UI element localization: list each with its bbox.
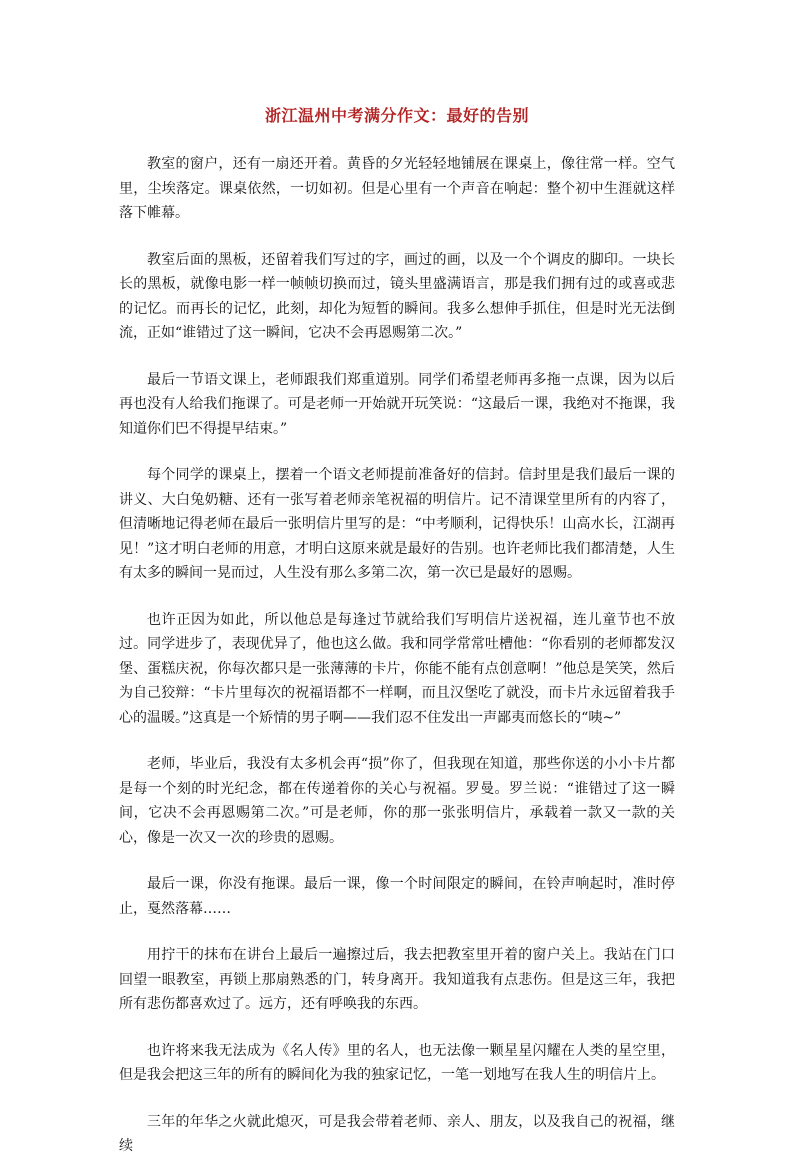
spacer	[119, 1088, 675, 1110]
spacer	[119, 128, 675, 152]
spacer	[119, 441, 675, 463]
spacer	[119, 226, 675, 248]
paragraph: 最后一课，你没有拖课。最后一课，像一个时间限定的瞬间，在铃声响起时，准时停止，戛然落幕……	[119, 876, 675, 917]
paragraph: 也许正因为如此，所以他总是每逢过节就给我们写明信片送祝福，连儿童节也不放过。同学进步了，表现优异了，他也这么做。我和同学常常吐槽他：“你看别的老师都发汉堡、蛋糕庆祝，你每次都只是一张薄薄的卡片，你能不能有点创意啊！”他总是笑笑，然后为自己狡辩：“卡片里每次的祝福语都不一样啊，而且汉堡吃了就没，而卡片永远留着我手心的温暖。”这真是一个矫情的男子啊——我们忍不住发出一声鄙夷而悠长的“咦~”	[119, 611, 675, 726]
paragraph: 三年的年华之火就此熄灭，可是我会带着老师、亲人、朋友，以及我自己的祝福，继续	[119, 1113, 675, 1154]
paragraph: 教室的窗户，还有一扇还开着。黄昏的夕光轻轻地铺展在课桌上，像往常一样。空气里，尘埃落定。课桌依然，一切如初。但是心里有一个声音在响起：整个初中生涯就这样落下帷幕。	[119, 156, 675, 221]
paragraph: 用拧干的抹布在讲台上最后一遍擦过后，我去把教室里开着的窗户关上。我站在门口回望一眼教室，再锁上那扇熟悉的门，转身离开。我知道我有点悲伤。但是这三年，我把所有悲伤都喜欢过了。远方，还有呼唤我的东西。	[119, 947, 675, 1012]
document-page	[119, 104, 675, 1159]
paragraph: 每个同学的课桌上，摆着一个语文老师提前准备好的信封。信封里是我们最后一课的讲义、大白兔奶糖、还有一张写着老师亲笔祝福的明信片。记不清课堂里所有的内容了，但清晰地记得老师在最后一张明信片里写的是：“中考顺利，记得快乐！山高水长，江湖再见！”这才明白老师的用意，才明白这原来就是最好的告别。也许老师比我们都清楚，人生有太多的瞬间一晃而过，人生没有那么多第二次，第一次已是最好的恩赐。	[119, 467, 675, 581]
spacer	[119, 850, 675, 872]
spacer	[119, 921, 675, 943]
paragraph: 也许将来我无法成为《名人传》里的名人，也无法像一颗星星闪耀在人类的星空里，但是我会把这三年的所有的瞬间化为我的独家记忆，一笔一划地写在我人生的明信片上。	[119, 1042, 675, 1083]
paragraph: 最后一节语文课上，老师跟我们郑重道别。同学们希望老师再多拖一点课，因为以后再也没有人给我们拖课了。可是老师一开始就开玩笑说：“这最后一课，我绝对不拖课，我知道你们巴不得提早结束。”	[119, 371, 675, 437]
document-title: 浙江温州中考满分作文：最好的告别	[264, 106, 529, 125]
spacer	[119, 346, 675, 368]
spacer	[119, 1017, 675, 1039]
paragraph: 教室后面的黑板，还留着我们写过的字，画过的画，以及一个个调皮的脚印。一块长长的黑板，就像电影一样一帧帧切换而过，镜头里盛满语言，那是我们拥有过的或喜或悲的记忆。而再长的记忆，此刻，却化为短暂的瞬间。我多么想伸手抓住，但是时光无法倒流，正如“谁错过了这一瞬间，它决不会再恩赐第二次。”	[119, 251, 675, 341]
paragraph: 老师，毕业后，我没有太多机会再“损”你了，但我现在知道，那些你送的小小卡片都是每一个刻的时光纪念，都在传递着你的关心与祝福。罗曼。罗兰说：“谁错过了这一瞬间，它决不会再恩赐第二次。”可是老师，你的那一张张明信片，承载着一款又一款的关心，像是一次又一次的珍贵的恩赐。	[119, 756, 675, 846]
spacer	[119, 586, 675, 608]
spacer	[119, 730, 675, 752]
